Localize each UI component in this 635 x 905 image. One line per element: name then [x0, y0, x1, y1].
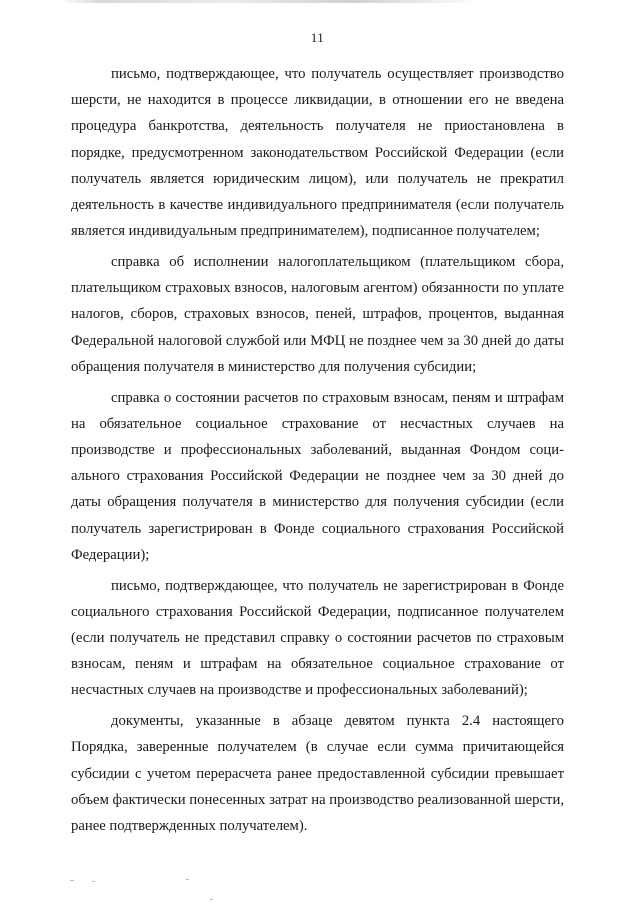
- document-body: [71, 61, 564, 844]
- scan-dust-mark: [92, 881, 95, 882]
- paragraph-insurance-certificate: справка о состоянии расчетов по страховым взносам, пеням и штрафам на обязательное социальное страхование от несчастных случаев на производстве и профессиональных заболеваний, выданная Фондом социального страхования Российской Федерации не позднее чем за 30 дней до даты обращения получателя в министерство для получения субсидии (если получатель зарегистрирован в Фонде социального страхования Российской Федерации);: [71, 389, 564, 563]
- scan-dust-mark: [70, 880, 74, 881]
- page-number: 11: [310, 30, 325, 45]
- paragraph-owner-letter: письмо, подтверждающее, что получатель осуществляет производство шерсти, не находится в процессе ликвидации, в отношении его не введена процедура банкротства, деятельность получателя не приостановлена в порядке, предусмотренном законодательством Российской Федерации (если получатель является юридическим лицом), или получатель не прекратил деятельность в качестве индивидуального предпринимателя (если получатель является индивидуальным предпринимателем), подписанное получателем;: [71, 66, 564, 240]
- scan-dust-mark: [186, 879, 189, 880]
- paragraph-supporting-documents: документы, указанные в абзаце девятом пункта 2.4 настоящего Порядка, заверенные получателем (в случае если сумма причитающейся субсидии с учетом перерасчета ранее предоставленной субсидии превышает объем фактически понесенных затрат на производство реализованной шерсти, ранее подтвержденных получателем).: [71, 713, 564, 835]
- paragraph-tax-certificate: справка об исполнении налогоплательщиком (плательщиком сбора, плательщиком страховых взносов, налоговым агентом) обязанности по уплате налогов, сборов, страховых взносов, пеней, штрафов, процентов, выданная Федеральной налоговой службой или МФЦ не позднее чем за 30 дней до даты обращения получателя в министерство для получения субсидии;: [71, 254, 564, 375]
- scan-dust-mark: [210, 899, 213, 900]
- scan-edge-artifact: [60, 0, 480, 3]
- paragraph-non-registration-letter: письмо, подтверждающее, что получатель не зарегистрирован в Фонде социального страхования Российской Федерации, подписанное получателем (если получатель не представил справку о состоянии расчетов по страховым взносам, пеням и штрафам на обязательное социальное страхование от несчастных случаев на производстве и профессиональных заболеваний);: [71, 577, 564, 699]
